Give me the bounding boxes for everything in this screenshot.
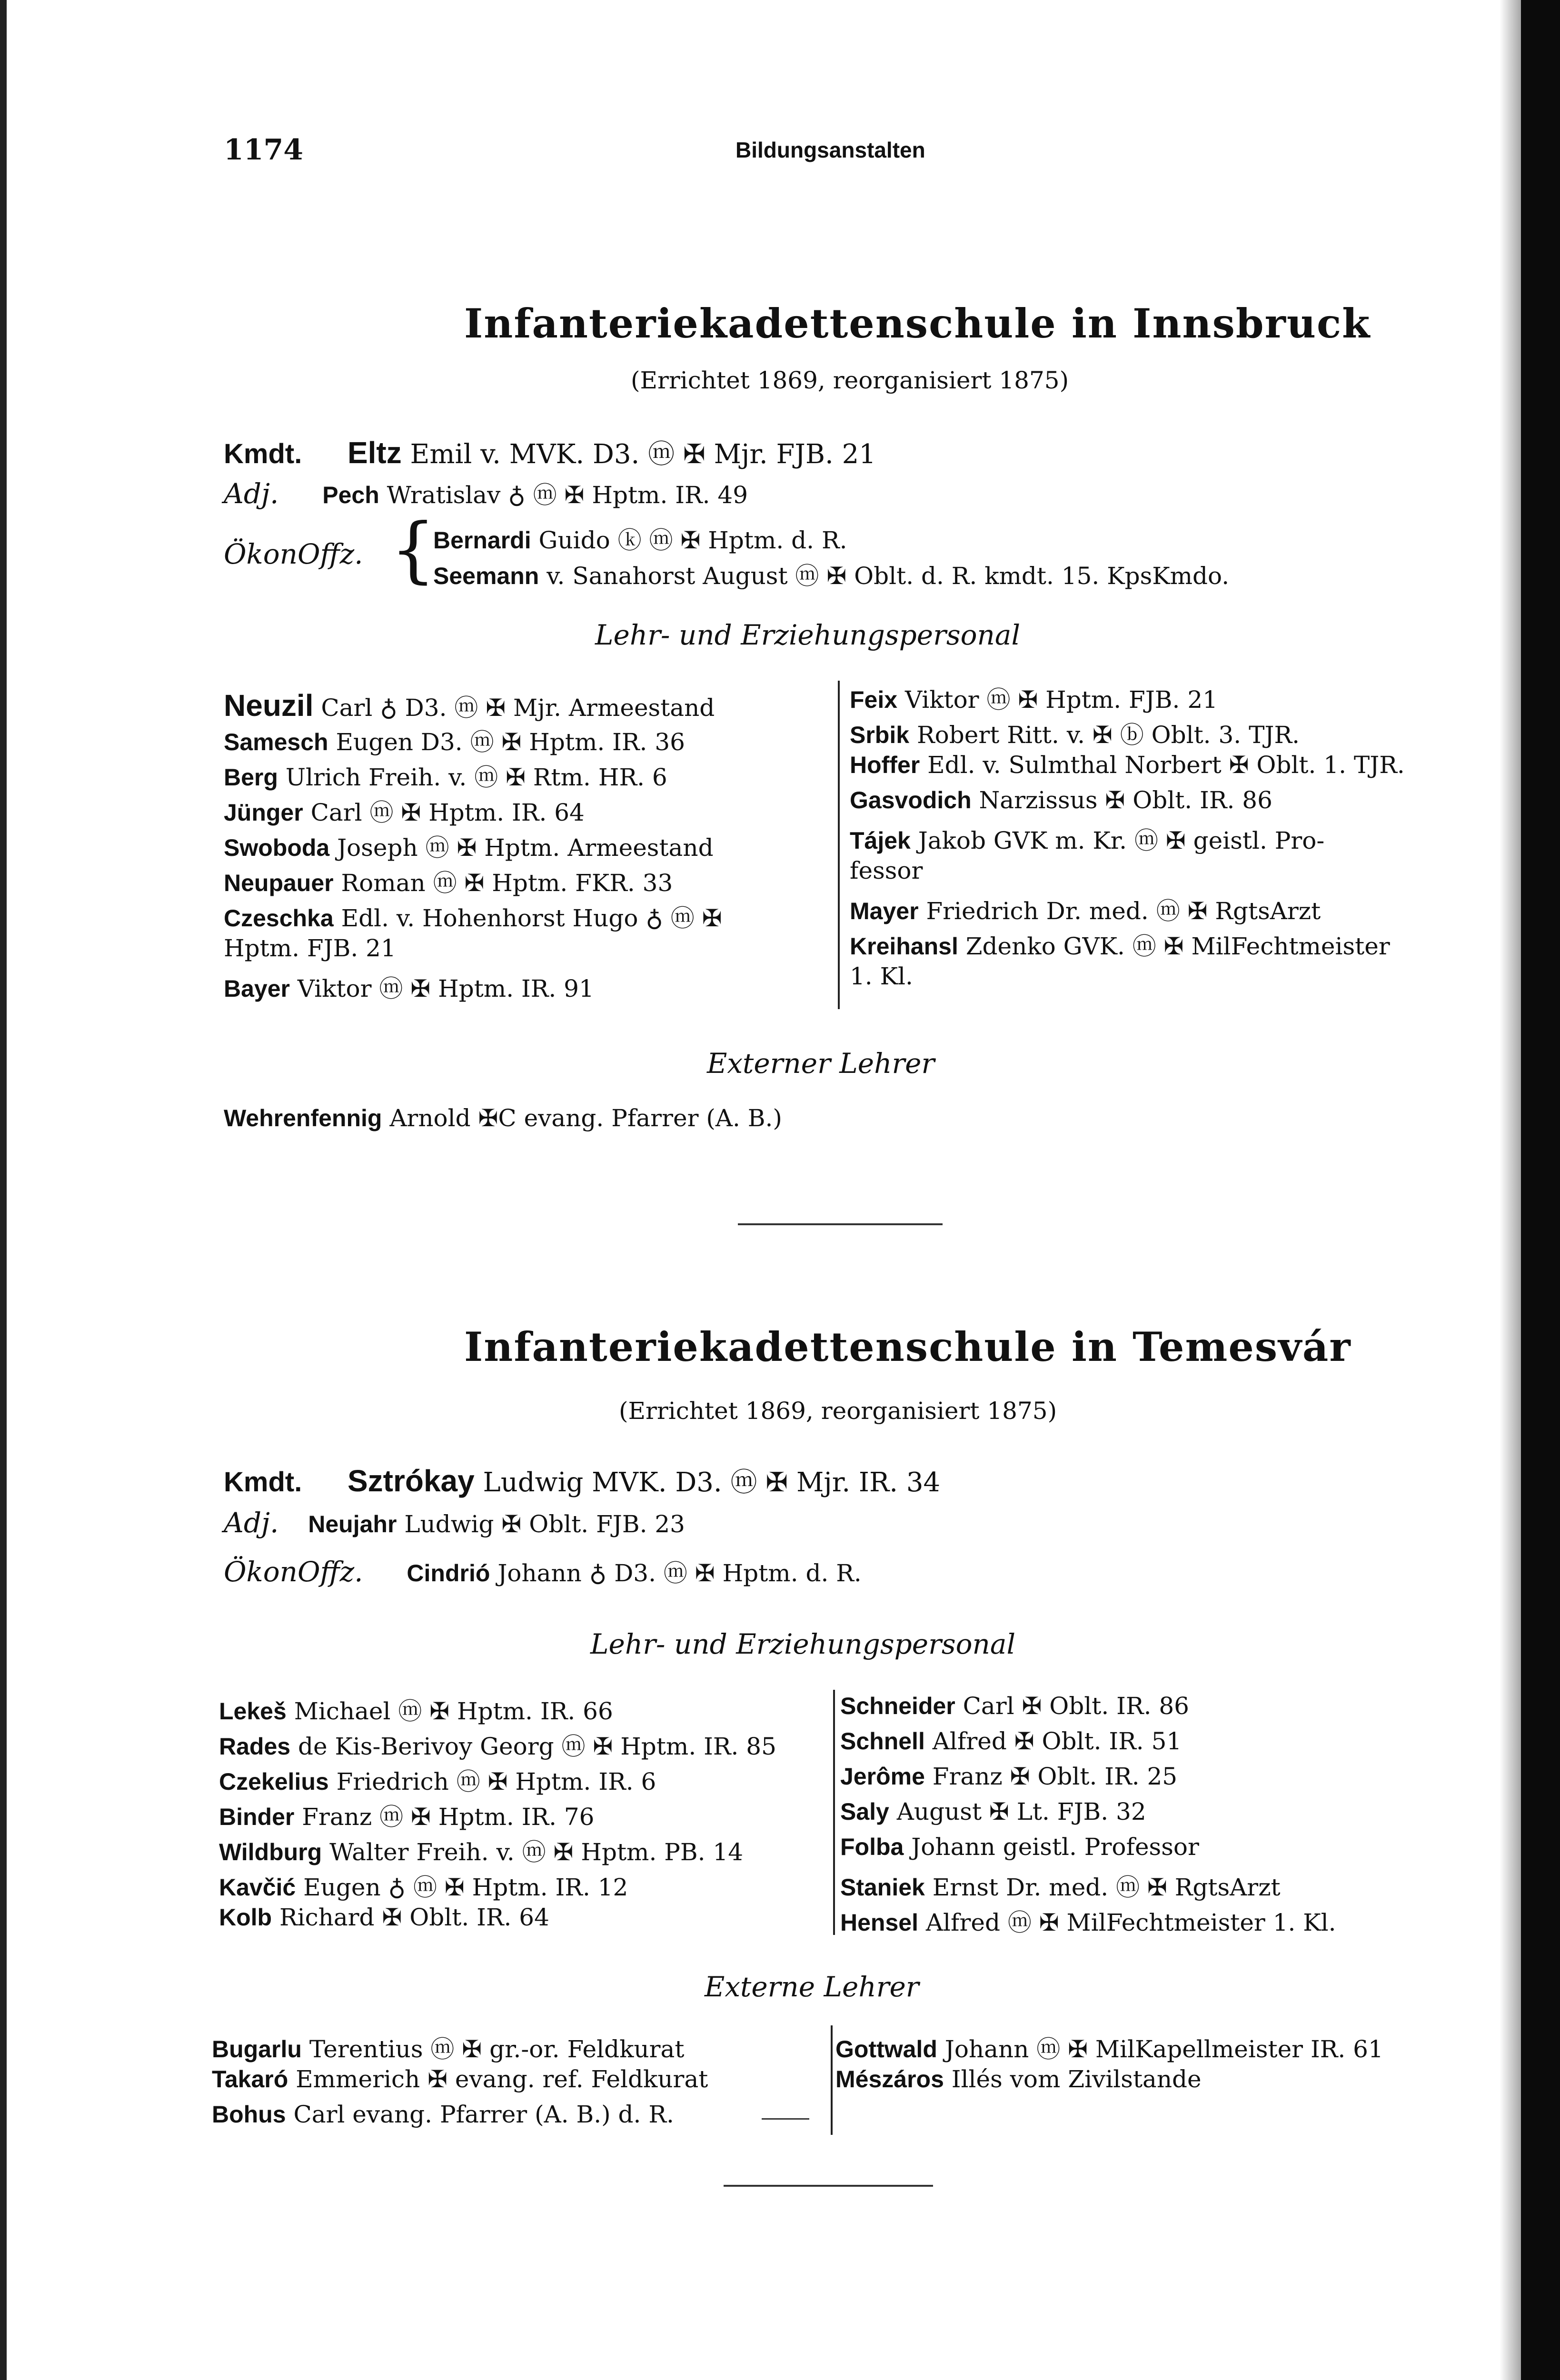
external-entry: Wehrenfennig Arnold ✠C evang. Pfarrer (A. B.)	[224, 1104, 782, 1132]
external-entry: Mészáros Illés vom Zivilstande	[835, 2065, 1202, 2093]
staff-entry: Kolb Richard ✠ Oblt. IR. 64	[219, 1904, 549, 1931]
staff-entry: Kavčić Eugen ♁ ⓜ ✠ Hptm. IR. 12	[219, 1874, 628, 1901]
adj-label: Adj.	[224, 477, 279, 510]
staff-entry: Hoffer Edl. v. Sulmthal Norbert ✠ Oblt. 1. TJR.	[850, 751, 1405, 779]
section-divider	[738, 1223, 943, 1225]
staff-entry: Gasvodich Narzissus ✠ Oblt. IR. 86	[850, 786, 1272, 814]
temesvar-external-right	[835, 2030, 1383, 2101]
brace-icon: {	[390, 508, 436, 591]
kmdt-details: Emil v. MVK. D3. ⓜ ✠ Mjr. FJB. 21	[410, 439, 876, 470]
staff-entry: Staniek Ernst Dr. med. ⓜ ✠ RgtsArzt	[840, 1874, 1281, 1901]
scan-edge-right	[1521, 0, 1560, 2380]
innsbruck-title: Infanteriekadettenschule in Innsbruck	[464, 300, 1371, 347]
innsbruck-external-heading: Externer Lehrer	[707, 1047, 935, 1080]
temesvar-external-left	[212, 2030, 708, 2136]
external-entry: Bohus Carl evang. Pfarrer (A. B.) d. R.	[212, 2101, 674, 2128]
page-number: 1174	[224, 133, 303, 167]
staff-entry: Saly August ✠ Lt. FJB. 32	[840, 1798, 1146, 1825]
kmdt-label: Kmdt.	[224, 438, 302, 469]
staff-entry: Neuzil Carl ♁ D3. ⓜ ✠ Mjr. Armeestand	[224, 688, 715, 723]
adj-name: Pech	[322, 482, 379, 508]
kmdt-name: Eltz	[347, 436, 402, 470]
staff-entry: Lekeš Michael ⓜ ✠ Hptm. IR. 66	[219, 1697, 613, 1725]
staff-entry-continuation: 1. Kl.	[850, 962, 913, 990]
temesvar-staff-left	[219, 1692, 776, 1939]
external-entry: Bugarlu Terentius ⓜ ✠ gr.-or. Feldkurat	[212, 2035, 685, 2063]
innsbruck-kmdt-row	[224, 433, 876, 471]
staff-entry: Srbik Robert Ritt. v. ✠ ⓑ Oblt. 3. TJR.	[850, 721, 1300, 749]
innsbruck-oekon-line: Seemann v. Sanahorst August ⓜ ✠ Oblt. d. R. kmdt. 15. KpsKmdo.	[433, 562, 1230, 590]
temesvar-staff-right	[840, 1692, 1336, 1939]
staff-entry: Mayer Friedrich Dr. med. ⓜ ✠ RgtsArzt	[850, 897, 1321, 925]
staff-entry: Rades de Kis-Berivoy Georg ⓜ ✠ Hptm. IR. 85	[219, 1733, 776, 1760]
staff-entry: Feix Viktor ⓜ ✠ Hptm. FJB. 21	[850, 686, 1218, 714]
staff-entry: Folba Johann geistl. Professor	[840, 1833, 1199, 1861]
innsbruck-subtitle: (Errichtet 1869, reorganisiert 1875)	[631, 367, 1069, 394]
external-entry: Gottwald Johann ⓜ ✠ MilKapellmeister IR. 61	[835, 2035, 1383, 2063]
staff-entry: Tájek Jakob GVK m. Kr. ⓜ ✠ geistl. Pro-	[850, 827, 1325, 854]
staff-entry: Schneider Carl ✠ Oblt. IR. 86	[840, 1692, 1189, 1720]
running-title: Bildungsanstalten	[735, 138, 925, 162]
staff-entry: Hensel Alfred ⓜ ✠ MilFechtmeister 1. Kl.	[840, 1909, 1336, 1936]
staff-entry: Jerôme Franz ✠ Oblt. IR. 25	[840, 1763, 1178, 1790]
temesvar-adj-row: Adj. Neujahr Ludwig ✠ Oblt. FJB. 23	[224, 1507, 685, 1539]
column-divider	[831, 2025, 833, 2135]
innsbruck-oekon-label: ÖkonOffz.	[224, 538, 363, 570]
column-divider	[833, 1690, 835, 1935]
scan-edge-shadow	[1500, 0, 1521, 2380]
staff-entry: Czeschka Edl. v. Hohenhorst Hugo ♁ ⓜ ✠	[224, 904, 722, 932]
staff-entry: Schnell Alfred ✠ Oblt. IR. 51	[840, 1727, 1182, 1755]
innsbruck-oekon-line: Bernardi Guido ⓚ ⓜ ✠ Hptm. d. R.	[433, 526, 847, 554]
innsbruck-staff-right	[850, 681, 1405, 998]
dash-rule	[762, 2118, 809, 2120]
temesvar-staff-heading: Lehr- und Erziehungspersonal	[590, 1628, 1016, 1660]
staff-entry-continuation: Hptm. FJB. 21	[224, 934, 396, 962]
staff-entry-continuation: fessor	[850, 857, 923, 884]
temesvar-title: Infanteriekadettenschule in Temesvár	[464, 1323, 1351, 1370]
staff-entry: Berg Ulrich Freih. v. ⓜ ✠ Rtm. HR. 6	[224, 764, 667, 791]
innsbruck-adj-row	[224, 476, 748, 510]
section-divider	[724, 2185, 933, 2187]
innsbruck-staff-heading: Lehr- und Erziehungspersonal	[595, 619, 1021, 651]
innsbruck-staff-left	[224, 688, 722, 1005]
temesvar-subtitle: (Errichtet 1869, reorganisiert 1875)	[619, 1397, 1057, 1425]
adj-details: Wratislav ♁ ⓜ ✠ Hptm. IR. 49	[387, 481, 748, 509]
staff-entry: Kreihansl Zdenko GVK. ⓜ ✠ MilFechtmeister	[850, 932, 1390, 960]
staff-entry: Swoboda Joseph ⓜ ✠ Hptm. Armeestand	[224, 834, 714, 862]
temesvar-oekon-row: ÖkonOffz. Cindrió Johann ♁ D3. ⓜ ✠ Hptm. d. R.	[224, 1556, 862, 1588]
column-divider	[838, 681, 840, 1009]
staff-entry: Neupauer Roman ⓜ ✠ Hptm. FKR. 33	[224, 869, 673, 897]
staff-entry: Binder Franz ⓜ ✠ Hptm. IR. 76	[219, 1803, 595, 1831]
staff-entry: Czekelius Friedrich ⓜ ✠ Hptm. IR. 6	[219, 1768, 656, 1795]
temesvar-external-heading: Externe Lehrer	[705, 1971, 919, 2003]
external-entry: Takaró Emmerich ✠ evang. ref. Feldkurat	[212, 2065, 708, 2093]
scan-edge-left	[0, 0, 7, 2380]
staff-entry: Wildburg Walter Freih. v. ⓜ ✠ Hptm. PB. 14	[219, 1838, 744, 1866]
staff-entry: Bayer Viktor ⓜ ✠ Hptm. IR. 91	[224, 975, 594, 1002]
staff-entry: Samesch Eugen D3. ⓜ ✠ Hptm. IR. 36	[224, 728, 685, 756]
staff-entry: Jünger Carl ⓜ ✠ Hptm. IR. 64	[224, 799, 585, 826]
temesvar-kmdt-row: Kmdt. Sztrókay Ludwig MVK. D3. ⓜ ✠ Mjr. IR. 34	[224, 1464, 941, 1498]
